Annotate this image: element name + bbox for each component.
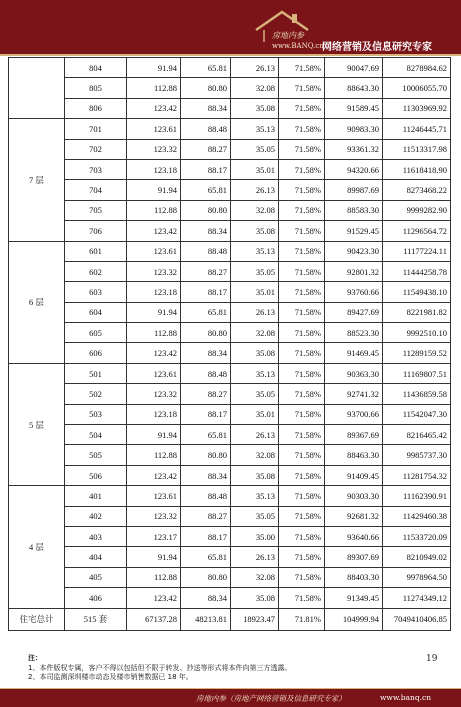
table-row bbox=[9, 302, 451, 322]
table-row bbox=[9, 363, 451, 383]
table-row bbox=[9, 58, 451, 78]
unit-number: 406 bbox=[65, 588, 127, 608]
unit-number: 402 bbox=[65, 506, 127, 526]
table-cell: 8210949.02 bbox=[383, 547, 451, 567]
table-cell: 32.08 bbox=[231, 445, 279, 465]
table-cell: 91409.45 bbox=[325, 465, 383, 485]
unit-number: 601 bbox=[65, 241, 127, 261]
table-cell: 92741.32 bbox=[325, 384, 383, 404]
table-cell: 123.61 bbox=[127, 486, 181, 506]
unit-number: 703 bbox=[65, 159, 127, 179]
total-cell: 18923.47 bbox=[231, 608, 279, 630]
table-row bbox=[9, 78, 451, 98]
table-cell: 88.27 bbox=[181, 261, 231, 281]
table-cell: 11444258.78 bbox=[383, 261, 451, 281]
table-cell: 71.58% bbox=[279, 119, 325, 139]
table-row bbox=[9, 200, 451, 220]
table-cell: 71.58% bbox=[279, 343, 325, 363]
table-cell: 71.58% bbox=[279, 506, 325, 526]
unit-number: 606 bbox=[65, 343, 127, 363]
table-cell: 88.34 bbox=[181, 465, 231, 485]
table-cell: 9985737.30 bbox=[383, 445, 451, 465]
table-cell: 71.58% bbox=[279, 58, 325, 78]
table-cell: 11274349.12 bbox=[383, 588, 451, 608]
table-cell: 65.81 bbox=[181, 302, 231, 322]
table-cell: 90423.30 bbox=[325, 241, 383, 261]
table-cell: 123.42 bbox=[127, 588, 181, 608]
table-cell: 91529.45 bbox=[325, 221, 383, 241]
brand-name: 房地内参 bbox=[272, 31, 304, 40]
table-cell: 9999282.90 bbox=[383, 200, 451, 220]
table-cell: 71.58% bbox=[279, 363, 325, 383]
unit-number: 404 bbox=[65, 547, 127, 567]
unit-number: 603 bbox=[65, 282, 127, 302]
notes-line-2: 2、本司监测深圳楼市动态及楼市销售数据已 18 年。 bbox=[28, 673, 193, 681]
table-cell: 88583.30 bbox=[325, 200, 383, 220]
unit-number: 702 bbox=[65, 139, 127, 159]
table-cell: 88.27 bbox=[181, 139, 231, 159]
total-cell: 515 套 bbox=[65, 608, 127, 630]
table-cell: 11429460.38 bbox=[383, 506, 451, 526]
table-cell: 8273468.22 bbox=[383, 180, 451, 200]
table-cell: 65.81 bbox=[181, 58, 231, 78]
table-cell: 71.58% bbox=[279, 465, 325, 485]
table-cell: 71.58% bbox=[279, 588, 325, 608]
table-cell: 91469.45 bbox=[325, 343, 383, 363]
table-cell: 11162390.91 bbox=[383, 486, 451, 506]
table-row bbox=[9, 139, 451, 159]
table-cell: 80.80 bbox=[181, 78, 231, 98]
table-cell: 35.00 bbox=[231, 526, 279, 546]
table-cell: 71.58% bbox=[279, 425, 325, 445]
table-cell: 11513317.98 bbox=[383, 139, 451, 159]
table-cell: 123.18 bbox=[127, 282, 181, 302]
table-cell: 88463.30 bbox=[325, 445, 383, 465]
table-cell: 71.58% bbox=[279, 526, 325, 546]
table-cell: 11281754.32 bbox=[383, 465, 451, 485]
table-cell: 71.58% bbox=[279, 78, 325, 98]
sales-table-body bbox=[9, 58, 451, 631]
table-cell: 71.58% bbox=[279, 323, 325, 343]
unit-number: 501 bbox=[65, 363, 127, 383]
table-cell: 91349.45 bbox=[325, 588, 383, 608]
table-row bbox=[9, 159, 451, 179]
table-row bbox=[9, 282, 451, 302]
table-cell: 88.27 bbox=[181, 506, 231, 526]
table-cell: 11246445.71 bbox=[383, 119, 451, 139]
table-cell: 11533720.09 bbox=[383, 526, 451, 546]
unit-number: 704 bbox=[65, 180, 127, 200]
unit-number: 503 bbox=[65, 404, 127, 424]
table-cell: 90363.30 bbox=[325, 363, 383, 383]
table-cell: 80.80 bbox=[181, 323, 231, 343]
table-cell: 71.58% bbox=[279, 180, 325, 200]
table-row bbox=[9, 445, 451, 465]
table-cell: 123.32 bbox=[127, 384, 181, 404]
notes-heading: 注： bbox=[28, 654, 42, 662]
table-cell: 112.88 bbox=[127, 78, 181, 98]
unit-number: 805 bbox=[65, 78, 127, 98]
sales-table-wrap bbox=[8, 57, 450, 631]
unit-number: 504 bbox=[65, 425, 127, 445]
table-cell: 88.17 bbox=[181, 159, 231, 179]
sales-table bbox=[8, 57, 451, 631]
table-cell: 71.58% bbox=[279, 567, 325, 587]
total-cell: 71.81% bbox=[279, 608, 325, 630]
table-cell: 32.08 bbox=[231, 323, 279, 343]
table-cell: 71.58% bbox=[279, 384, 325, 404]
table-cell: 26.13 bbox=[231, 547, 279, 567]
table-cell: 71.58% bbox=[279, 261, 325, 281]
table-cell: 88403.30 bbox=[325, 567, 383, 587]
table-row bbox=[9, 261, 451, 281]
table-cell: 11542047.30 bbox=[383, 404, 451, 424]
table-cell: 91.94 bbox=[127, 58, 181, 78]
table-cell: 26.13 bbox=[231, 58, 279, 78]
table-cell: 123.18 bbox=[127, 159, 181, 179]
table-cell: 89427.69 bbox=[325, 302, 383, 322]
table-cell: 112.88 bbox=[127, 323, 181, 343]
table-cell: 88.17 bbox=[181, 282, 231, 302]
table-cell: 93760.66 bbox=[325, 282, 383, 302]
table-row bbox=[9, 547, 451, 567]
table-row bbox=[9, 221, 451, 241]
unit-number: 605 bbox=[65, 323, 127, 343]
table-cell: 88.34 bbox=[181, 588, 231, 608]
table-cell: 88643.30 bbox=[325, 78, 383, 98]
notes-line-1: 1、本件版权专属，客户不得以包括但不限于转发、抄送等形式将本件向第三方透露。 bbox=[28, 663, 292, 672]
table-row bbox=[9, 343, 451, 363]
table-cell: 88.48 bbox=[181, 241, 231, 261]
table-cell: 88.17 bbox=[181, 404, 231, 424]
table-cell: 11289159.52 bbox=[383, 343, 451, 363]
table-cell: 93361.32 bbox=[325, 139, 383, 159]
table-cell: 9978964.50 bbox=[383, 567, 451, 587]
total-cell: 7049410406.85 bbox=[383, 608, 451, 630]
table-cell: 35.13 bbox=[231, 119, 279, 139]
unit-number: 401 bbox=[65, 486, 127, 506]
table-cell: 123.61 bbox=[127, 363, 181, 383]
unit-number: 502 bbox=[65, 384, 127, 404]
table-row bbox=[9, 526, 451, 546]
table-cell: 123.42 bbox=[127, 221, 181, 241]
table-cell: 71.58% bbox=[279, 139, 325, 159]
table-cell: 123.42 bbox=[127, 465, 181, 485]
unit-number: 602 bbox=[65, 261, 127, 281]
notes bbox=[28, 654, 408, 683]
brand-site: www.BANQ.cn bbox=[272, 42, 324, 50]
table-cell: 91.94 bbox=[127, 180, 181, 200]
table-cell: 32.08 bbox=[231, 567, 279, 587]
table-row bbox=[9, 98, 451, 118]
table-cell: 65.81 bbox=[181, 425, 231, 445]
table-cell: 123.42 bbox=[127, 98, 181, 118]
table-cell: 11296564.72 bbox=[383, 221, 451, 241]
table-cell: 90983.30 bbox=[325, 119, 383, 139]
table-cell: 92801.32 bbox=[325, 261, 383, 281]
table-row bbox=[9, 180, 451, 200]
table-cell: 123.32 bbox=[127, 261, 181, 281]
page-header bbox=[0, 0, 461, 56]
org-slogan: 网络营销及信息研究专家 bbox=[322, 42, 432, 53]
table-cell: 80.80 bbox=[181, 200, 231, 220]
table-cell: 35.08 bbox=[231, 465, 279, 485]
table-cell: 35.01 bbox=[231, 404, 279, 424]
table-cell: 35.13 bbox=[231, 363, 279, 383]
table-row bbox=[9, 567, 451, 587]
table-cell: 9992510.10 bbox=[383, 323, 451, 343]
table-cell: 35.13 bbox=[231, 241, 279, 261]
table-cell: 92681.32 bbox=[325, 506, 383, 526]
table-row bbox=[9, 241, 451, 261]
total-cell: 48213.81 bbox=[181, 608, 231, 630]
table-cell: 123.61 bbox=[127, 241, 181, 261]
table-cell: 89307.69 bbox=[325, 547, 383, 567]
table-cell: 71.58% bbox=[279, 282, 325, 302]
table-cell: 88523.30 bbox=[325, 323, 383, 343]
floor-label: 6 层 bbox=[9, 241, 65, 363]
table-cell: 71.58% bbox=[279, 404, 325, 424]
table-cell: 89367.69 bbox=[325, 425, 383, 445]
table-cell: 88.34 bbox=[181, 221, 231, 241]
table-cell: 35.08 bbox=[231, 221, 279, 241]
unit-number: 506 bbox=[65, 465, 127, 485]
table-cell: 32.08 bbox=[231, 200, 279, 220]
table-row bbox=[9, 425, 451, 445]
table-cell: 11549438.10 bbox=[383, 282, 451, 302]
table-cell: 11169807.51 bbox=[383, 363, 451, 383]
table-cell: 71.58% bbox=[279, 445, 325, 465]
table-cell: 88.34 bbox=[181, 343, 231, 363]
table-cell: 91.94 bbox=[127, 302, 181, 322]
table-cell: 35.05 bbox=[231, 384, 279, 404]
page-number: 19 bbox=[426, 654, 438, 664]
table-row bbox=[9, 588, 451, 608]
footer-text: 房地内参（房地产网络营销及信息研究专家） bbox=[196, 694, 346, 703]
table-cell: 71.58% bbox=[279, 98, 325, 118]
table-cell: 32.08 bbox=[231, 78, 279, 98]
table-row bbox=[9, 119, 451, 139]
table-cell: 123.32 bbox=[127, 139, 181, 159]
table-cell: 11303969.92 bbox=[383, 98, 451, 118]
table-cell: 71.58% bbox=[279, 241, 325, 261]
table-cell: 123.42 bbox=[127, 343, 181, 363]
table-cell: 91.94 bbox=[127, 547, 181, 567]
table-cell: 35.08 bbox=[231, 343, 279, 363]
table-row bbox=[9, 506, 451, 526]
table-row bbox=[9, 384, 451, 404]
total-label: 住宅总计 bbox=[9, 608, 65, 630]
unit-number: 806 bbox=[65, 98, 127, 118]
page-footer bbox=[0, 688, 461, 707]
table-cell: 8278984.62 bbox=[383, 58, 451, 78]
table-cell: 35.01 bbox=[231, 282, 279, 302]
table-cell: 35.08 bbox=[231, 98, 279, 118]
table-cell: 94320.66 bbox=[325, 159, 383, 179]
table-cell: 123.61 bbox=[127, 119, 181, 139]
table-cell: 123.17 bbox=[127, 526, 181, 546]
table-cell: 91589.45 bbox=[325, 98, 383, 118]
table-cell: 88.48 bbox=[181, 363, 231, 383]
table-cell: 8216465.42 bbox=[383, 425, 451, 445]
table-cell: 93700.66 bbox=[325, 404, 383, 424]
unit-number: 705 bbox=[65, 200, 127, 220]
unit-number: 804 bbox=[65, 58, 127, 78]
table-cell: 112.88 bbox=[127, 567, 181, 587]
table-cell: 35.08 bbox=[231, 588, 279, 608]
table-cell: 10006055.70 bbox=[383, 78, 451, 98]
total-row bbox=[9, 608, 451, 630]
unit-number: 701 bbox=[65, 119, 127, 139]
table-cell: 65.81 bbox=[181, 547, 231, 567]
table-cell: 89987.69 bbox=[325, 180, 383, 200]
unit-number: 505 bbox=[65, 445, 127, 465]
table-cell: 71.58% bbox=[279, 221, 325, 241]
table-cell: 71.58% bbox=[279, 547, 325, 567]
table-cell: 91.94 bbox=[127, 425, 181, 445]
unit-number: 706 bbox=[65, 221, 127, 241]
table-cell: 35.05 bbox=[231, 506, 279, 526]
floor-label bbox=[9, 58, 65, 119]
table-cell: 11177224.11 bbox=[383, 241, 451, 261]
table-row bbox=[9, 486, 451, 506]
table-cell: 11436859.58 bbox=[383, 384, 451, 404]
table-cell: 90047.69 bbox=[325, 58, 383, 78]
table-cell: 8221981.82 bbox=[383, 302, 451, 322]
floor-label: 5 层 bbox=[9, 363, 65, 485]
total-cell: 67137.28 bbox=[127, 608, 181, 630]
table-cell: 26.13 bbox=[231, 425, 279, 445]
table-cell: 88.34 bbox=[181, 98, 231, 118]
table-cell: 11618418.90 bbox=[383, 159, 451, 179]
total-cell: 104999.94 bbox=[325, 608, 383, 630]
table-cell: 35.05 bbox=[231, 261, 279, 281]
table-row bbox=[9, 404, 451, 424]
table-cell: 80.80 bbox=[181, 445, 231, 465]
table-cell: 35.01 bbox=[231, 159, 279, 179]
table-cell: 35.05 bbox=[231, 139, 279, 159]
unit-number: 604 bbox=[65, 302, 127, 322]
table-cell: 93640.66 bbox=[325, 526, 383, 546]
table-cell: 88.48 bbox=[181, 486, 231, 506]
table-cell: 65.81 bbox=[181, 180, 231, 200]
table-cell: 88.48 bbox=[181, 119, 231, 139]
table-cell: 26.13 bbox=[231, 302, 279, 322]
table-cell: 123.32 bbox=[127, 506, 181, 526]
footer-site: www.banq.cn bbox=[380, 693, 432, 702]
table-row bbox=[9, 323, 451, 343]
unit-number: 403 bbox=[65, 526, 127, 546]
table-cell: 112.88 bbox=[127, 200, 181, 220]
table-cell: 26.13 bbox=[231, 180, 279, 200]
table-cell: 88.27 bbox=[181, 384, 231, 404]
table-cell: 80.80 bbox=[181, 567, 231, 587]
floor-label: 4 层 bbox=[9, 486, 65, 608]
table-cell: 71.58% bbox=[279, 200, 325, 220]
table-cell: 90303.30 bbox=[325, 486, 383, 506]
table-cell: 35.13 bbox=[231, 486, 279, 506]
table-row bbox=[9, 465, 451, 485]
table-cell: 71.58% bbox=[279, 486, 325, 506]
table-cell: 112.88 bbox=[127, 445, 181, 465]
unit-number: 405 bbox=[65, 567, 127, 587]
floor-label: 7 层 bbox=[9, 119, 65, 241]
table-cell: 71.58% bbox=[279, 159, 325, 179]
table-cell: 71.58% bbox=[279, 302, 325, 322]
table-cell: 88.17 bbox=[181, 526, 231, 546]
table-cell: 123.18 bbox=[127, 404, 181, 424]
